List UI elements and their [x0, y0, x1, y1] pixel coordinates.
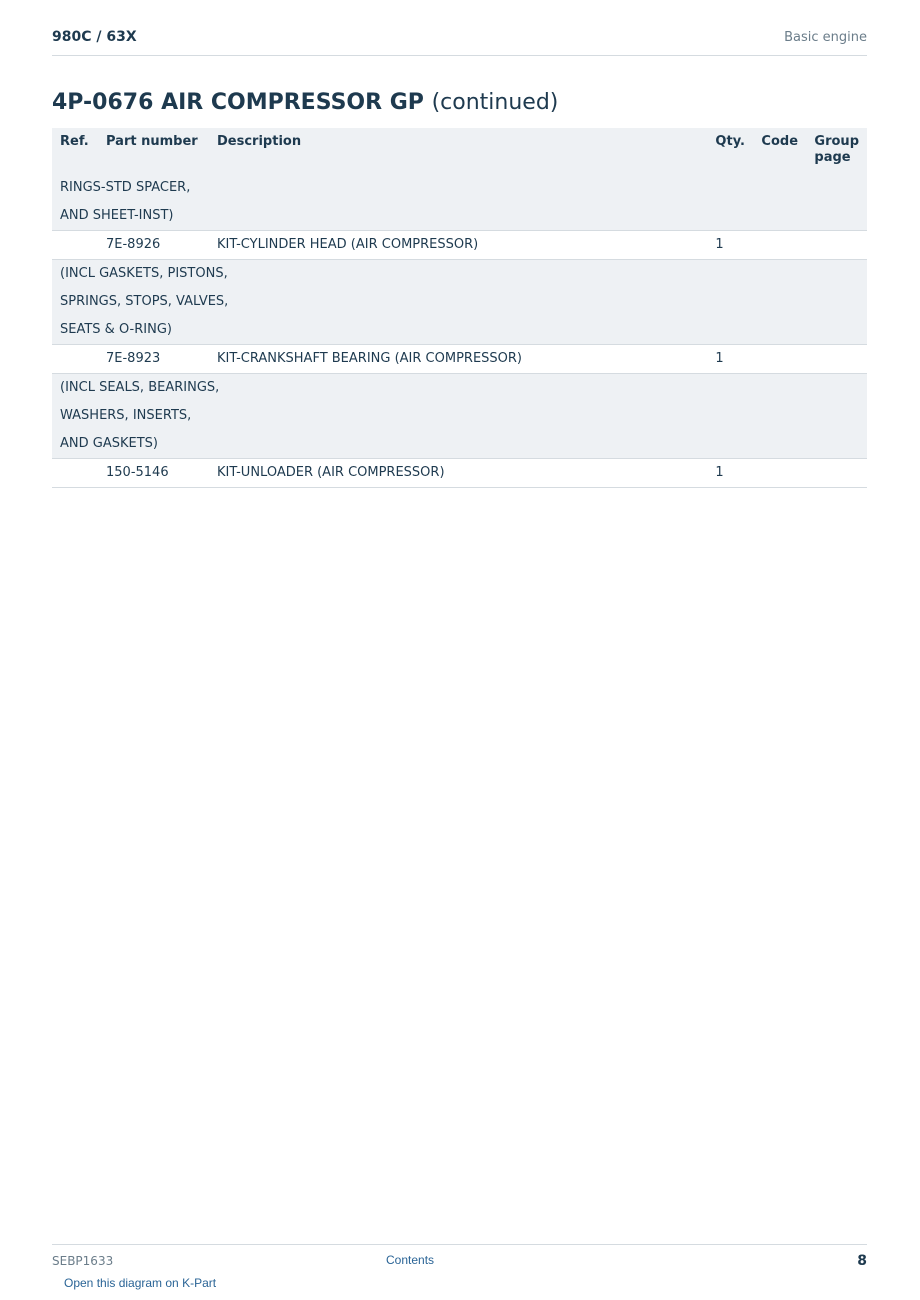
description-cell: KIT-UNLOADER (AIR COMPRESSOR) — [217, 465, 445, 480]
note-text: (INCL SEALS, BEARINGS, — [60, 380, 220, 395]
col-part-number: Part number — [106, 134, 198, 149]
col-code: Code — [761, 134, 799, 149]
col-group-page: Group page — [814, 134, 859, 165]
note-text: WASHERS, INSERTS, — [60, 408, 192, 423]
contents-link[interactable]: Contents — [386, 1253, 435, 1267]
table-row — [52, 345, 867, 374]
note-row — [52, 202, 867, 231]
note-row — [52, 374, 867, 403]
col-ref: Ref. — [60, 134, 89, 149]
note-text: (INCL GASKETS, PISTONS, — [60, 266, 228, 281]
machine-model: 980C / 63X — [52, 29, 137, 45]
qty-cell: 1 — [715, 465, 724, 480]
note-text: AND GASKETS) — [60, 436, 158, 451]
note-text: RINGS-STD SPACER, — [60, 180, 191, 195]
note-text: AND SHEET-INST) — [60, 208, 174, 223]
note-row — [52, 430, 867, 459]
page-number: 8 — [857, 1253, 867, 1269]
table-row — [52, 459, 867, 488]
page-header — [52, 28, 867, 56]
note-row — [52, 402, 867, 430]
qty-cell: 1 — [715, 351, 724, 366]
code-cell — [753, 459, 806, 488]
part-number-cell: 7E-8926 — [106, 237, 161, 252]
code-cell — [753, 231, 806, 260]
document-number: SEBP1633 — [52, 1254, 114, 1268]
ref-cell — [52, 231, 98, 260]
note-row — [52, 288, 867, 316]
table-header-row — [52, 128, 867, 174]
parts-table — [52, 128, 867, 488]
page-title — [52, 90, 558, 115]
note-row — [52, 260, 867, 289]
note-text: SPRINGS, STOPS, VALVES, — [60, 294, 229, 309]
group-page-cell — [806, 459, 867, 488]
group-page-cell — [806, 345, 867, 374]
qty-cell: 1 — [715, 237, 724, 252]
ref-cell — [52, 459, 98, 488]
col-qty: Qty. — [715, 134, 745, 149]
code-cell — [753, 345, 806, 374]
page-footer — [52, 1244, 867, 1275]
part-number-cell: 150-5146 — [106, 465, 169, 480]
section-name: Basic engine — [784, 30, 867, 45]
kpart-diagram-link[interactable]: Open this diagram on K-Part — [64, 1276, 217, 1290]
description-cell: KIT-CRANKSHAFT BEARING (AIR COMPRESSOR) — [217, 351, 523, 366]
title-suffix: (continued) — [431, 90, 559, 115]
note-row — [52, 174, 867, 202]
note-row — [52, 316, 867, 345]
group-page-cell — [806, 231, 867, 260]
description-cell: KIT-CYLINDER HEAD (AIR COMPRESSOR) — [217, 237, 479, 252]
part-number-cell: 7E-8923 — [106, 351, 161, 366]
table-row — [52, 231, 867, 260]
col-description: Description — [217, 134, 302, 149]
note-text: SEATS & O-RING) — [60, 322, 172, 337]
group-title: 4P-0676 AIR COMPRESSOR GP — [52, 90, 424, 115]
ref-cell — [52, 345, 98, 374]
